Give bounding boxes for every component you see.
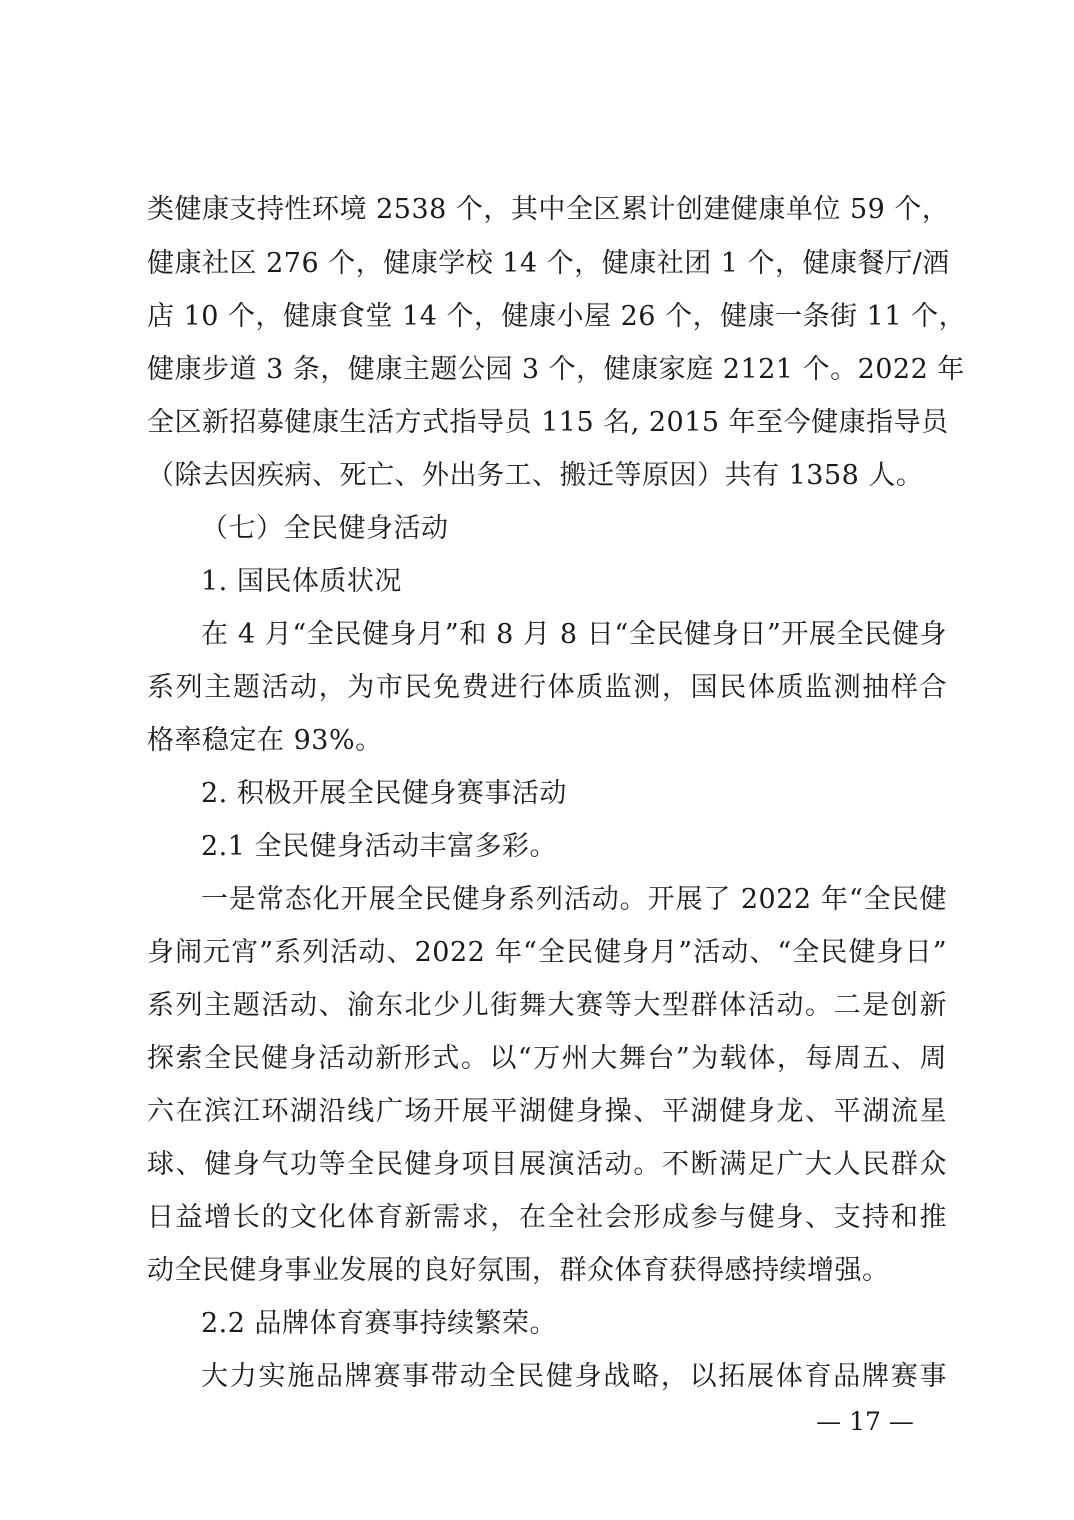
body-text-line: 系列主题活动、渝东北少儿街舞大赛等大型群体活动。二是创新 (147, 990, 947, 1021)
body-text-line: 球、健身气功等全民健身项目展演活动。不断满足广大人民群众 (147, 1149, 947, 1180)
body-text-line: 全区新招募健康生活方式指导员 115 名, 2015 年至今健康指导员 (147, 407, 949, 438)
body-text-line: 大力实施品牌赛事带动全民健身战略，以拓展体育品牌赛事 (201, 1361, 947, 1392)
subsection-heading: 2.1 全民健身活动丰富多彩。 (201, 831, 558, 862)
body-text-line: 探索全民健身活动新形式。以“万州大舞台”为载体，每周五、周 (147, 1043, 947, 1074)
body-text-line: 健康步道 3 条，健康主题公园 3 个，健康家庭 2121 个。2022 年 (147, 354, 965, 385)
body-text-line: 健康社区 276 个，健康学校 14 个，健康社团 1 个，健康餐厅/酒 (147, 248, 950, 279)
page-number: — 17 — (816, 1407, 914, 1436)
subsection-heading: 2. 积极开展全民健身赛事活动 (201, 778, 567, 809)
body-text-line: 日益增长的文化体育新需求，在全社会形成参与健身、支持和推 (147, 1202, 947, 1233)
body-text-line: 一是常态化开展全民健身系列活动。开展了 2022 年“全民健 (201, 884, 947, 915)
subsection-heading: 1. 国民体质状况 (201, 566, 402, 597)
body-text-line: 身闹元宵”系列活动、2022 年“全民健身月”活动、“全民健身日” (147, 937, 947, 968)
body-text-line: 在 4 月“全民健身月”和 8 月 8 日“全民健身日”开展全民健身 (201, 619, 947, 650)
body-text-line: 系列主题活动，为市民免费进行体质监测，国民体质监测抽样合 (147, 672, 947, 703)
body-text-line: 店 10 个，健康食堂 14 个，健康小屋 26 个，健康一条街 11 个， (147, 301, 967, 332)
body-text-line: 六在滨江环湖沿线广场开展平湖健身操、平湖健身龙、平湖流星 (147, 1096, 947, 1127)
body-text-line: 动全民健身事业发展的良好氛围，群众体育获得感持续增强。 (147, 1255, 890, 1286)
section-heading: （七）全民健身活动 (201, 513, 449, 544)
body-text-line: （除去因疾病、死亡、外出务工、搬迁等原因）共有 1358 人。 (147, 460, 924, 491)
subsection-heading: 2.2 品牌体育赛事持续繁荣。 (201, 1308, 558, 1339)
body-text-line: 格率稳定在 93%。 (147, 725, 383, 756)
body-text-line: 类健康支持性环境 2538 个，其中全区累计创建健康单位 59 个， (147, 194, 950, 225)
